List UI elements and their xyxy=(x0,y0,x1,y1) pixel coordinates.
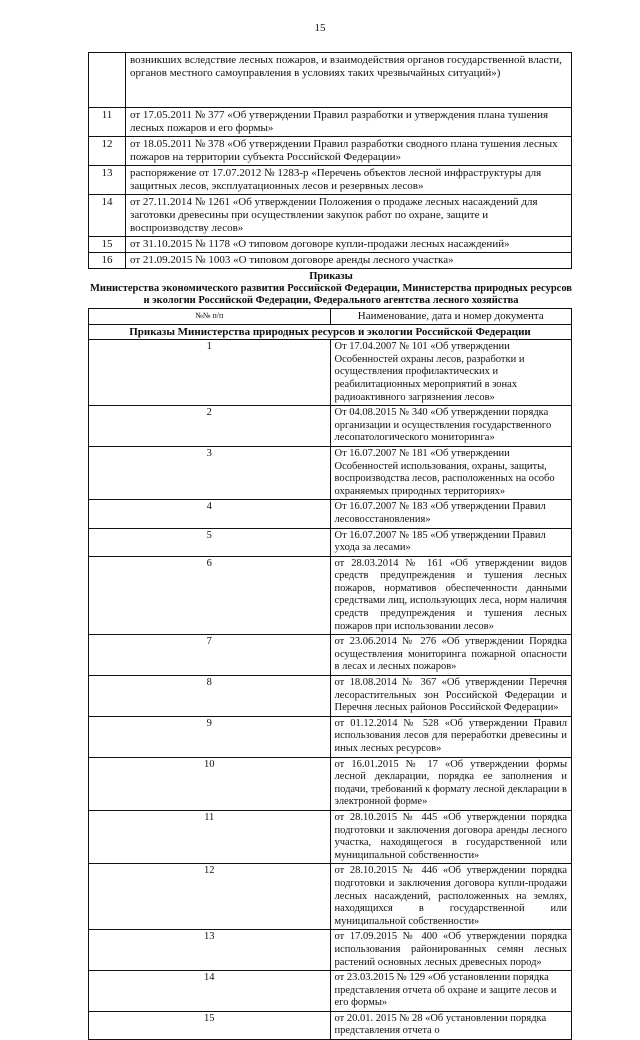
orders-subheading: Министерства экономического развития Российской Федерации, Министерства природных ресурсов и экологии Российской Федерации, Федерального агентства лесного хозяйства xyxy=(90,283,572,306)
row-number: 8 xyxy=(89,676,331,717)
table-row xyxy=(89,406,572,447)
row-number: 6 xyxy=(89,556,331,635)
document-text: от 23.06.2014 № 276 «Об утверждении Порядка осуществления мониторинга пожарной опасности в лесах и лесных пожаров» xyxy=(330,635,572,676)
row-number xyxy=(89,53,126,108)
document-text: от 28.03.2014 № 161 «Об утверждении видов средств предупреждения и тушения лесных пожаров, нормативов обеспеченности данными средствами лиц, использующих леса, норм наличия средств предупреждения и тушения лесных пожаров при использовании лесов» xyxy=(330,556,572,635)
table-row xyxy=(89,864,572,930)
document-text: От 04.08.2015 № 340 «Об утверждении порядка организации и осуществления государственного лесопатологического мониторинга» xyxy=(330,406,572,447)
header-name: Наименование, дата и номер документа xyxy=(330,309,572,325)
table-row xyxy=(89,237,572,253)
row-number: 5 xyxy=(89,528,331,556)
row-number: 10 xyxy=(89,757,331,810)
row-number: 13 xyxy=(89,930,331,971)
header-number: №№ п/п xyxy=(89,309,331,325)
table-row xyxy=(89,53,572,108)
row-number: 2 xyxy=(89,406,331,447)
table-header-row xyxy=(89,309,572,325)
table-row xyxy=(89,930,572,971)
table-row xyxy=(89,716,572,757)
section-row xyxy=(89,324,572,340)
document-text: от 23.03.2015 № 129 «Об установлении порядка представления отчета об охране и защите лесов и его формы» xyxy=(330,971,572,1012)
table-row xyxy=(89,340,572,406)
table-row xyxy=(89,253,572,269)
table-row xyxy=(89,528,572,556)
table-row xyxy=(89,195,572,237)
table-row xyxy=(89,108,572,137)
document-text: от 31.10.2015 № 1178 «О типовом договоре купли-продажи лесных насаждений» xyxy=(126,237,572,253)
table-row xyxy=(89,810,572,863)
document-text: От 16.07.2007 № 183 «Об утверждении Правил лесовосстановления» xyxy=(330,500,572,528)
document-text: от 28.10.2015 № 445 «Об утверждении порядка подготовки и заключения договора аренды лесного участка, находящегося в государственной или муниципальной собственности» xyxy=(330,810,572,863)
table-row xyxy=(89,556,572,635)
table-row xyxy=(89,166,572,195)
table-row xyxy=(89,757,572,810)
row-number: 11 xyxy=(89,810,331,863)
row-number: 12 xyxy=(89,864,331,930)
row-number: 15 xyxy=(89,1011,331,1039)
document-text: от 28.10.2015 № 446 «Об утверждении порядка подготовки и заключения договора купли-продажи лесных насаждений, расположенных на землях, находящихся в государственной или муниципальной собственности» xyxy=(330,864,572,930)
row-number: 14 xyxy=(89,195,126,237)
document-text: от 16.01.2015 № 17 «Об утверждении формы лесной декларации, порядка ее заполнения и подачи, требований к формату лесной декларации в электронной форме» xyxy=(330,757,572,810)
table-row xyxy=(89,500,572,528)
table-row xyxy=(89,971,572,1012)
row-number: 14 xyxy=(89,971,331,1012)
document-text: от 01.12.2014 № 528 «Об утверждении Правил использования лесов для переработки древесины и иных лесных ресурсов» xyxy=(330,716,572,757)
document-text: От 16.07.2007 № 181 «Об утверждении Особенностей использования, охраны, защиты, воспроизводства лесов, расположенных на особо охраняемых природных территориях» xyxy=(330,446,572,499)
table-row xyxy=(89,635,572,676)
document-text: от 21.09.2015 № 1003 «О типовом договоре аренды лесного участка» xyxy=(126,253,572,269)
row-number: 16 xyxy=(89,253,126,269)
table-row xyxy=(89,137,572,166)
page-number: 15 xyxy=(314,22,326,34)
row-number: 4 xyxy=(89,500,331,528)
document-text: от 27.11.2014 № 1261 «Об утверждении Положения о продаже лесных насаждений для заготовки древесины при осуществлении закупок работ по охране, защите и воспроизводству лесов» xyxy=(126,195,572,237)
document-text: от 18.08.2014 № 367 «Об утверждении Перечня лесорастительных зон Российской Федерации и Перечня лесных районов Российской Федерации» xyxy=(330,676,572,717)
table-row xyxy=(89,446,572,499)
row-number: 11 xyxy=(89,108,126,137)
row-number: 7 xyxy=(89,635,331,676)
table-row xyxy=(89,1011,572,1039)
document-text: от 18.05.2011 № 378 «Об утверждении Правил разработки сводного плана тушения лесных пожаров на территории субъекта Российской Федерации» xyxy=(126,137,572,166)
document-text: От 16.07.2007 № 185 «Об утверждении Правил ухода за лесами» xyxy=(330,528,572,556)
document-text: от 17.05.2011 № 377 «Об утверждении Правил разработки и утверждения плана тушения лесных пожаров и его формы» xyxy=(126,108,572,137)
document-text: возникших вследствие лесных пожаров, и взаимодействия органов государственной власти, органов местного самоуправления в условиях таких чрезвычайных ситуаций») xyxy=(126,53,572,108)
document-text: от 20.01. 2015 № 28 «Об установлении порядка представления отчета о xyxy=(330,1011,572,1039)
orders-heading: Приказы xyxy=(309,271,353,282)
row-number: 1 xyxy=(89,340,331,406)
row-number: 3 xyxy=(89,446,331,499)
document-text: от 17.09.2015 № 400 «Об утверждении порядка использования районированных семян лесных растений основных лесных древесных пород» xyxy=(330,930,572,971)
table-row xyxy=(89,676,572,717)
row-number: 13 xyxy=(89,166,126,195)
section-title: Приказы Министерства природных ресурсов и экологии Российской Федерации xyxy=(89,324,572,340)
laws-table xyxy=(88,52,572,269)
orders-table xyxy=(88,308,572,1040)
document-text: От 17.04.2007 № 101 «Об утверждении Особенностей охраны лесов, разработки и осуществления профилактических и реабилитационных мероприятий в зонах радиоактивного загрязнения лесов» xyxy=(330,340,572,406)
document-text: распоряжение от 17.07.2012 № 1283-р «Перечень объектов лесной инфраструктуры для защитных лесов, эксплуатационных лесов и резервных лесов» xyxy=(126,166,572,195)
row-number: 9 xyxy=(89,716,331,757)
row-number: 12 xyxy=(89,137,126,166)
row-number: 15 xyxy=(89,237,126,253)
